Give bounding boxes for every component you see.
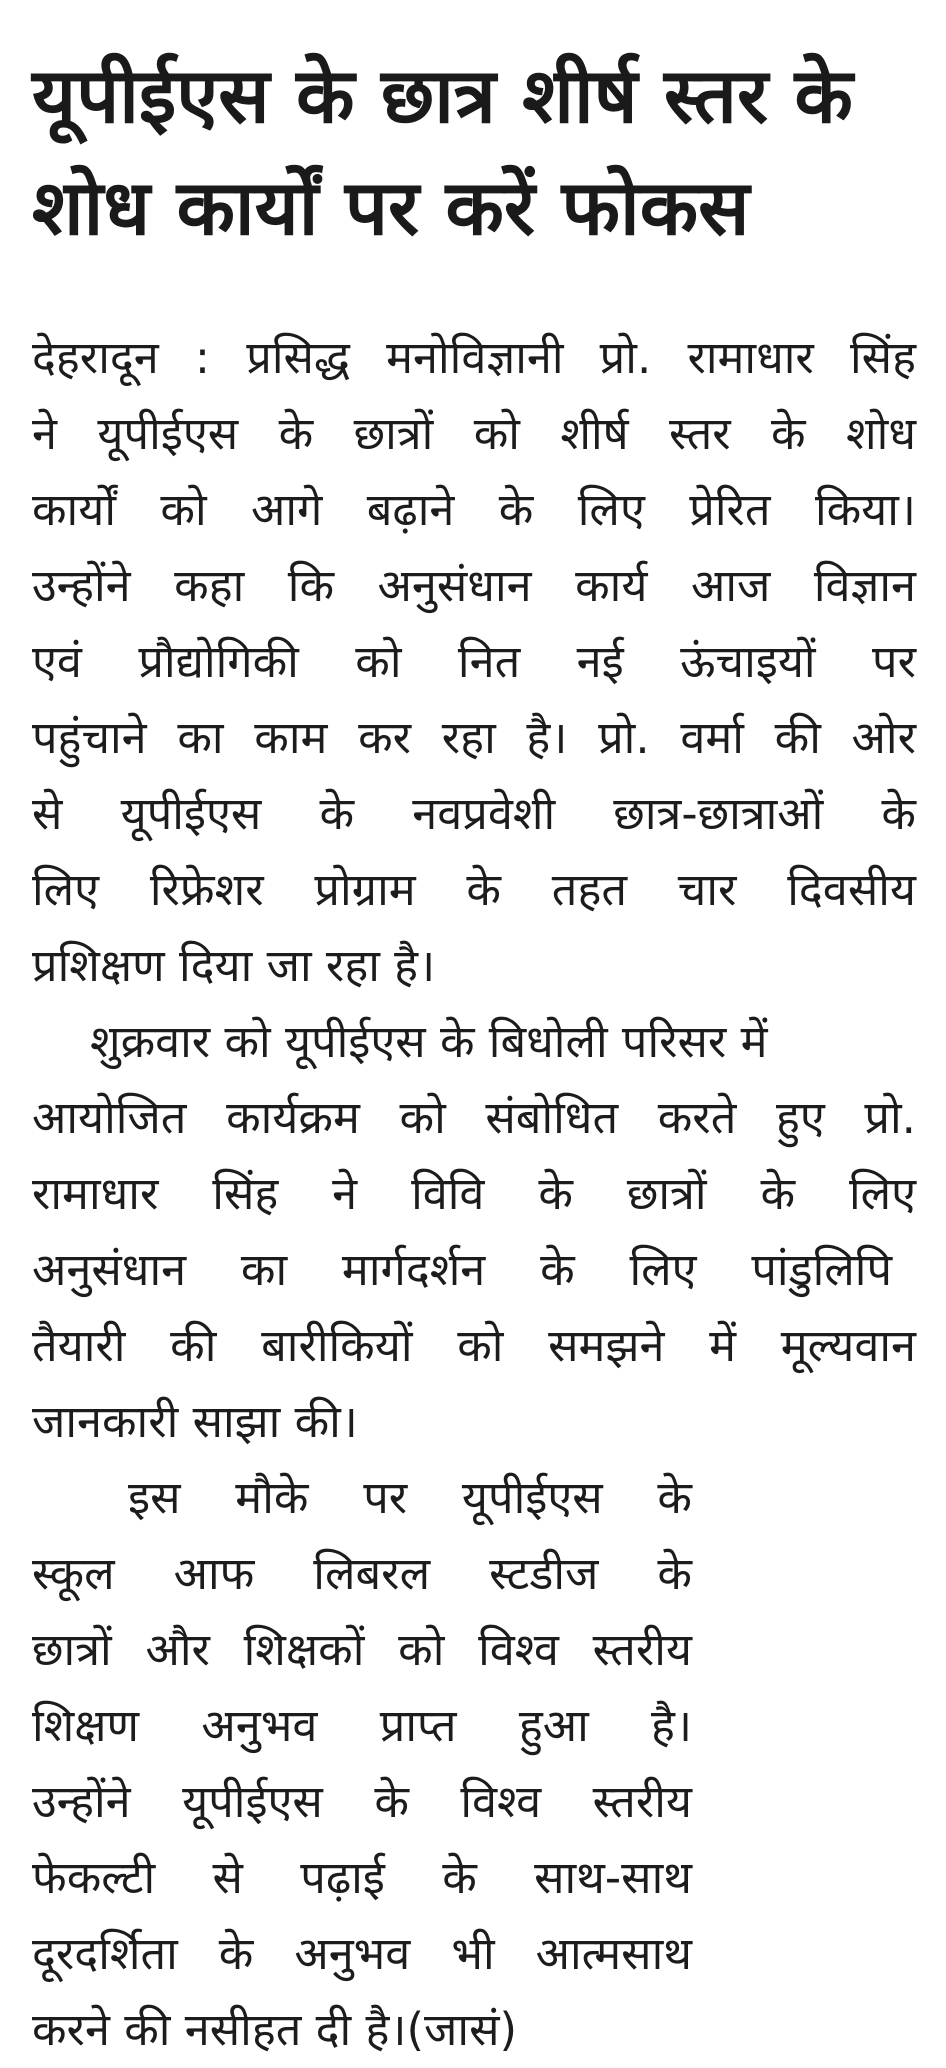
body-line: प्रशिक्षण दिया जा रहा है।	[32, 939, 436, 992]
body-line: ने यूपीईएस के छात्रों को शीर्ष स्तर के शोध	[32, 407, 916, 460]
body-line: दूरदर्शिता के अनुभव भी आत्मसाथ	[32, 1927, 692, 1980]
headline-line: शोध कार्यों पर करें फोकस	[32, 163, 750, 252]
body-line: आयोजित कार्यक्रम को संबोधित करते हुए प्रो.	[32, 1091, 916, 1144]
headline-line: यूपीईएस के छात्र शीर्ष स्तर के	[32, 51, 853, 140]
body-line: एवं प्रौद्योगिकी को नित नई ऊंचाइयों पर	[32, 635, 916, 688]
body-line: अनुसंधान का मार्गदर्शन के लिए पांडुलिपि	[32, 1243, 892, 1296]
body-line: रामाधार सिंह ने विवि के छात्रों के लिए	[32, 1167, 916, 1220]
body-line: उन्होंने कहा कि अनुसंधान कार्य आज विज्ञान	[32, 559, 916, 612]
body-line: शुक्रवार को यूपीईएस के बिधोली परिसर में	[90, 1015, 768, 1068]
body-line: जानकारी साझा की।	[32, 1395, 358, 1448]
body-line: करने की नसीहत दी है।(जासं)	[32, 2003, 518, 2056]
body-line: तैयारी की बारीकियों को समझने में मूल्यवान	[32, 1319, 916, 1372]
body-line: छात्रों और शिक्षकों को विश्व स्तरीय	[32, 1623, 692, 1676]
body-line: देहरादून : प्रसिद्ध मनोविज्ञानी प्रो. रामाधार सिंह	[32, 331, 916, 384]
body-line: पहुंचाने का काम कर रहा है। प्रो. वर्मा की ओर	[32, 711, 916, 764]
body-line: स्कूल आफ लिबरल स्टडीज के	[32, 1547, 692, 1600]
body-line: उन्होंने यूपीईएस के विश्व स्तरीय	[32, 1775, 692, 1828]
body-line: शिक्षण अनुभव प्राप्त हुआ है।	[32, 1699, 692, 1752]
body-line: लिए रिफ्रेशर प्रोग्राम के तहत चार दिवसीय	[32, 863, 916, 916]
body-line: से यूपीईएस के नवप्रवेशी छात्र-छात्राओं के	[32, 787, 916, 840]
headline	[32, 40, 912, 264]
body-line: इस मौके पर यूपीईएस के	[128, 1471, 692, 1524]
body-line: कार्यों को आगे बढ़ाने के लिए प्रेरित किया।	[32, 483, 916, 536]
body-line: फेकल्टी से पढ़ाई के साथ-साथ	[32, 1851, 692, 1904]
